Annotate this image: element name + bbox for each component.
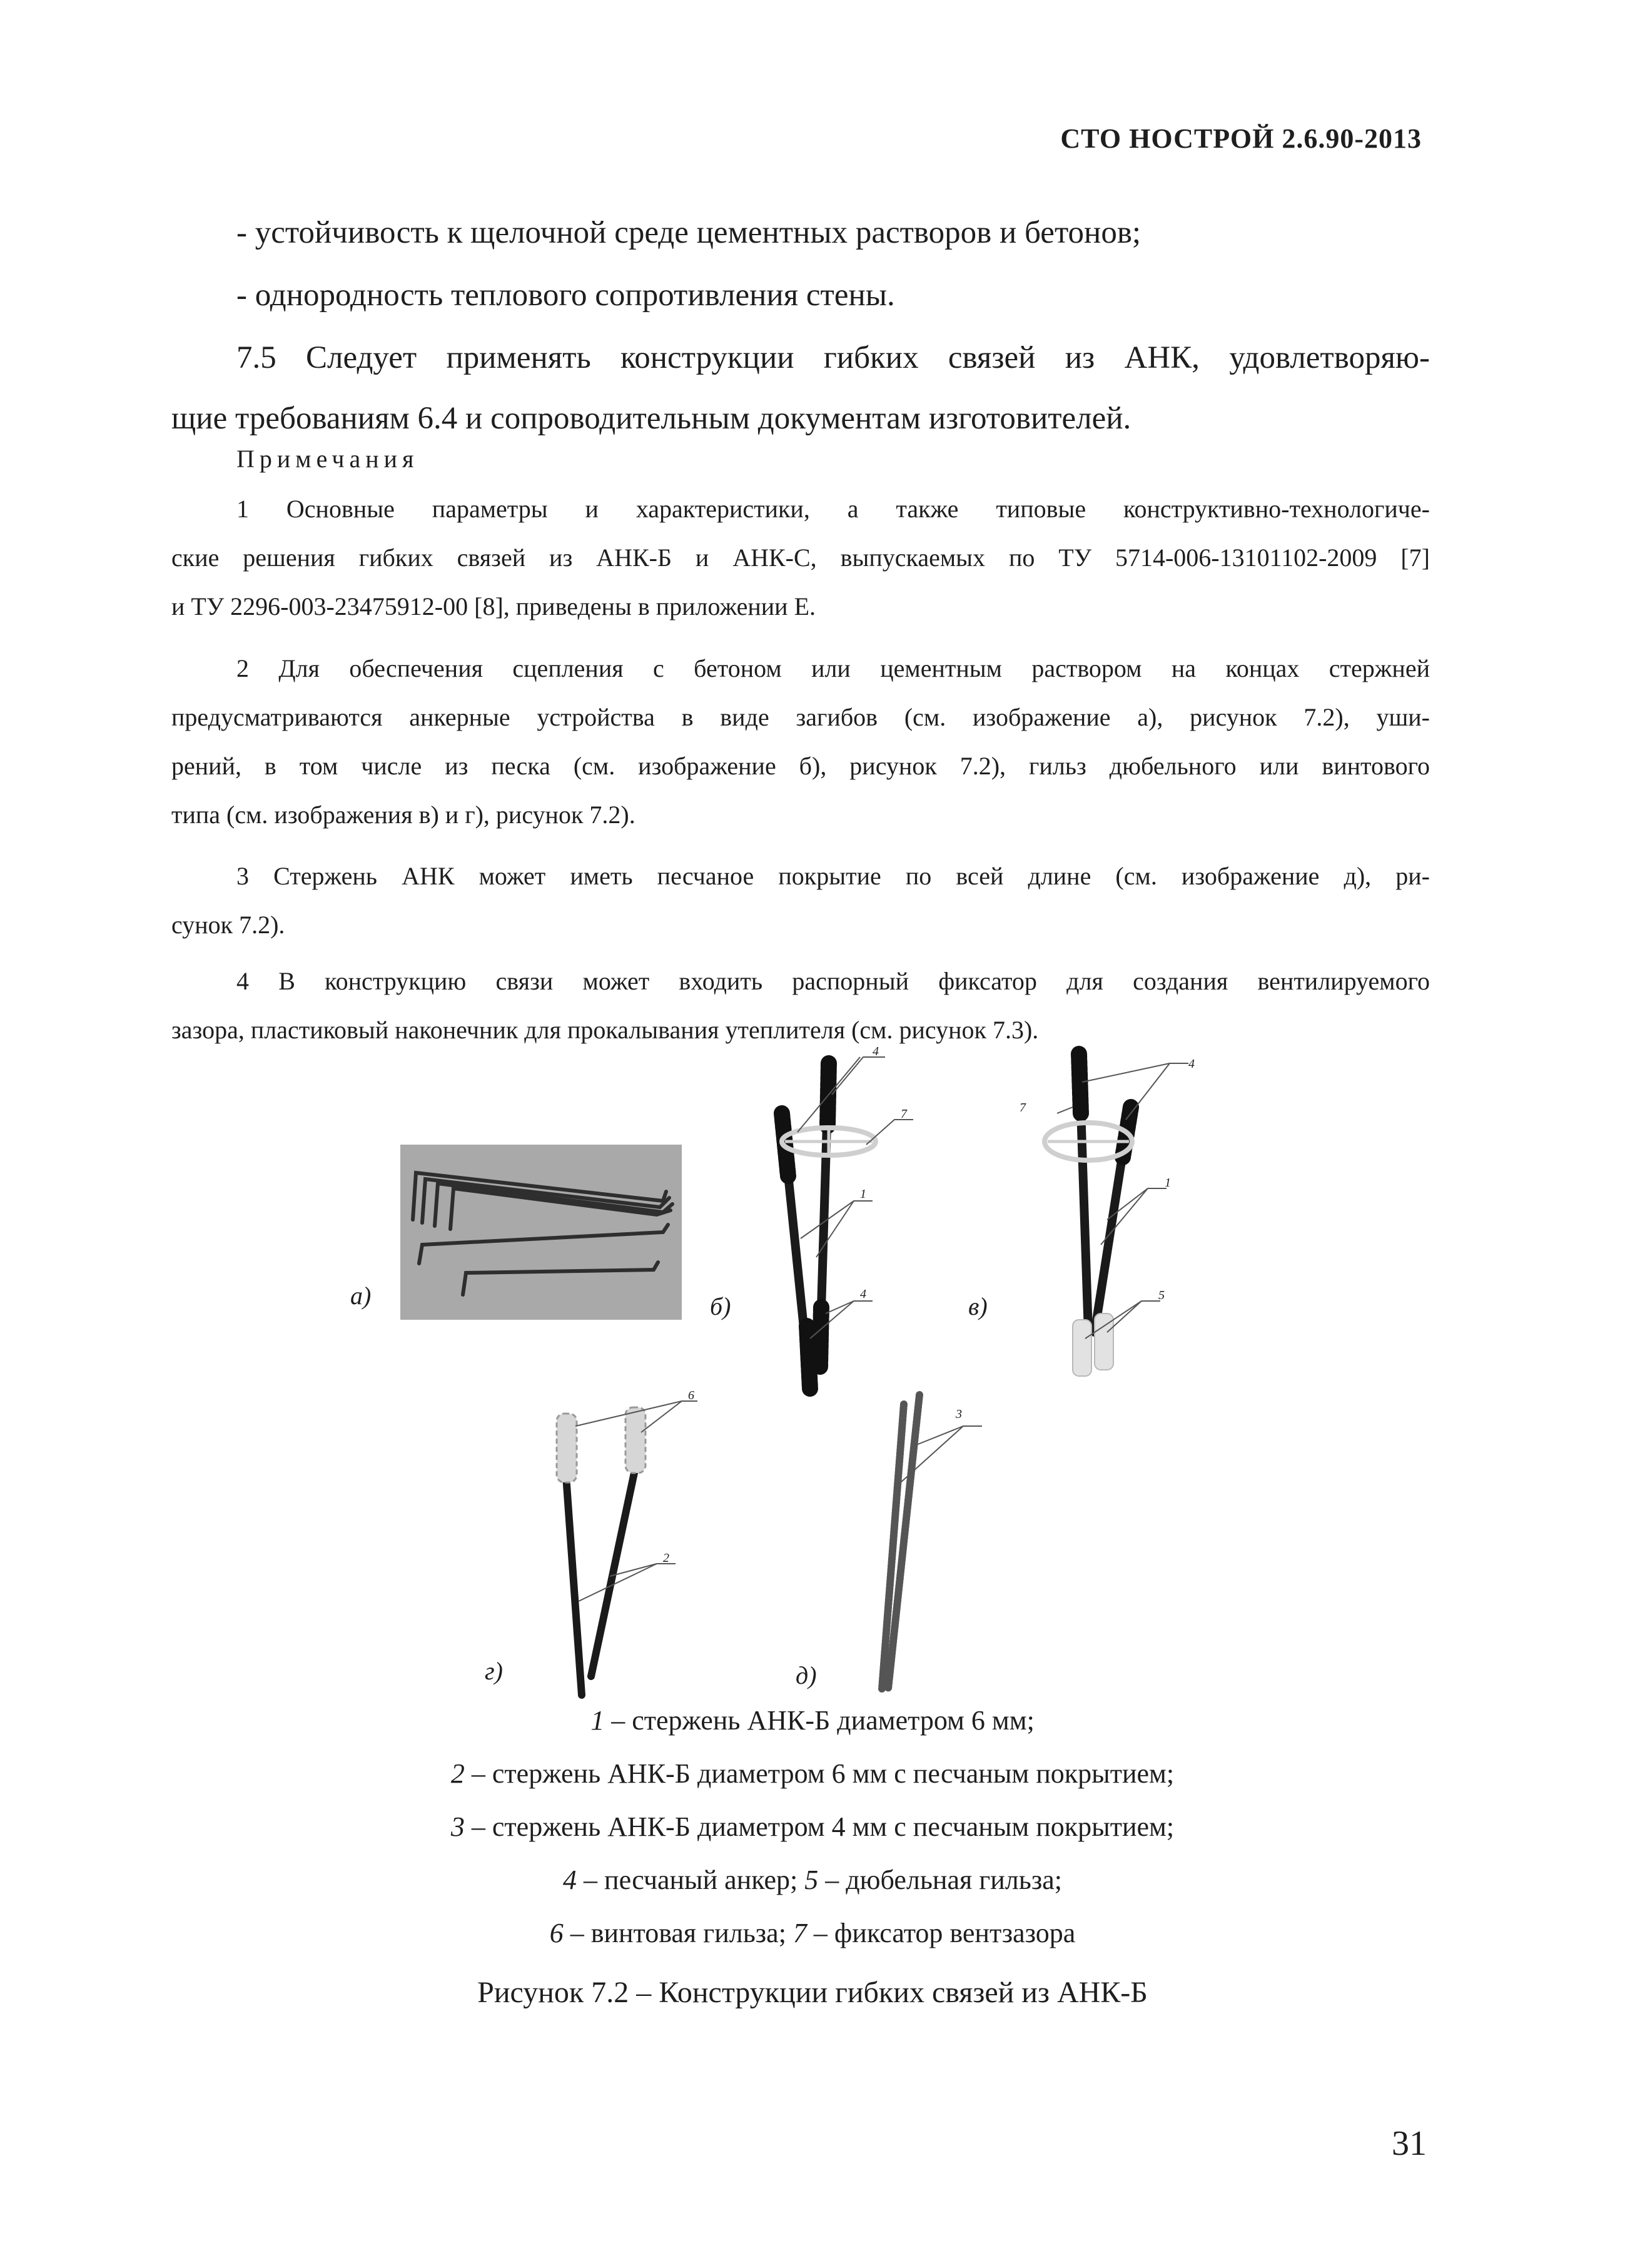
note-1-line-1: 1 Основные параметры и характеристики, а также типовые конструктивно-технологиче- [236,495,1430,523]
note-2-line-1: 2 Для обеспечения сцепления с бетоном или цементным раствором на концах стержней [236,654,1430,682]
note-4-line-2: зазора, пластиковый наконечник для прокалывания утеплителя (см. рисунок 7.3). [171,1016,1039,1044]
callout-2-g: 2 [663,1551,669,1565]
note-2-line-2: предусматриваются анкерные устройства в виде загибов (см. изображение а), рисунок 7.2), уши- [171,703,1430,731]
notes-heading: Примечания [236,445,419,473]
callout-1-v: 1 [1165,1176,1171,1190]
note-3-line-1: 3 Стержень АНК может иметь песчаное покрытие по всей длине (см. изображение д), ри- [236,862,1430,890]
legend-text-1: – стержень АНК-Б диаметром 6 мм; [604,1705,1035,1736]
note-3-line-2: сунок 7.2). [171,911,285,939]
callout-4-bottom-b: 4 [860,1287,866,1301]
callout-4-top-b: 4 [873,1045,879,1058]
legend-line-4 [0,1864,1625,1896]
callout-5-v: 5 [1158,1288,1165,1302]
legend-line-5 [0,1917,1625,1949]
figure-caption: Рисунок 7.2 – Конструкции гибких связей из АНК-Б [477,1976,1148,2009]
legend-text-3: – стержень АНК-Б диаметром 4 мм с песчаным покрытием; [464,1811,1175,1842]
legend-line-2 [0,1758,1625,1790]
subfigure-label-b: б) [710,1292,731,1320]
legend-text-2: – стержень АНК-Б диаметром 6 мм с песчаным покрытием; [464,1758,1175,1789]
callout-6-g: 6 [688,1389,694,1402]
legend-num-2: 2 [450,1758,465,1789]
document-code-header: СТО НОСТРОЙ 2.6.90-2013 [1060,123,1422,154]
page-number: 31 [1392,2124,1427,2163]
subfigure-label-a: а) [350,1282,372,1310]
note-2-line-4: типа (см. изображения в) и г), рисунок 7.2). [171,801,635,829]
body-line-alkali-resistance: - устойчивость к щелочной среде цементных растворов и бетонов; [236,215,1142,250]
photo-d-sand-coated-rods [832,1376,1007,1701]
callout-4-v: 4 [1188,1057,1195,1071]
legend-line-3 [0,1811,1625,1843]
paragraph-7-5-line-1: 7.5 Следует применять конструкции гибких связей из АНК, удовлетворяю- [236,340,1430,375]
legend-line-1 [0,1704,1625,1736]
ventilation-gap-fixer-icon [782,1128,876,1155]
legend-text-7: – фиксатор вентзазора [806,1918,1076,1948]
screw-sleeve-icon [557,1407,645,1482]
legend-num-4: 4 [563,1865,577,1895]
body-line-thermal-uniformity: - однородность теплового сопротивления стены. [236,278,895,313]
subfigure-label-d: д) [796,1661,817,1689]
legend-text-4: – песчаный анкер; [577,1865,805,1895]
legend-num-1: 1 [590,1705,605,1736]
callout-1-b: 1 [860,1187,866,1201]
note-1-line-2: ские решения гибких связей из АНК-Б и АНК-С, выпускаемых по ТУ 5714-006-13101102-2009 [7] [171,544,1430,572]
note-4-line-1: 4 В конструкцию связи может входить распорный фиксатор для создания вентилируемого [236,967,1430,995]
note-1-line-3: и ТУ 2296-003-23475912-00 [8], приведены в приложении Е. [171,592,816,620]
legend-num-3: 3 [450,1811,465,1842]
note-2-line-3: рений, в том числе из песка (см. изображение б), рисунок 7.2), гильз дюбельного или винтового [171,752,1430,780]
subfigure-label-v: в) [968,1292,988,1320]
legend-num-5: 5 [804,1865,819,1895]
legend-text-5: – дюбельная гильза; [818,1865,1062,1895]
callout-7-v: 7 [1020,1101,1026,1115]
legend-num-7: 7 [792,1918,807,1948]
photo-a-bent-rods [400,1145,682,1320]
photo-b-rods-sand-anchors [741,1051,941,1401]
legend-text-6: – винтовая гильза; [563,1918,793,1948]
photo-g-rods-screw-sleeves [532,1376,719,1701]
photo-v-rods-dowel-sleeves [1020,1045,1226,1389]
legend-num-6: 6 [549,1918,564,1948]
paragraph-7-5-line-2: щие требованиям 6.4 и сопроводительным документам изготовителей. [171,401,1131,436]
subfigure-label-g: г) [485,1657,503,1685]
ventilation-gap-fixer-icon [1045,1123,1132,1160]
callout-7-b: 7 [901,1107,907,1121]
callout-3-d: 3 [956,1407,962,1421]
